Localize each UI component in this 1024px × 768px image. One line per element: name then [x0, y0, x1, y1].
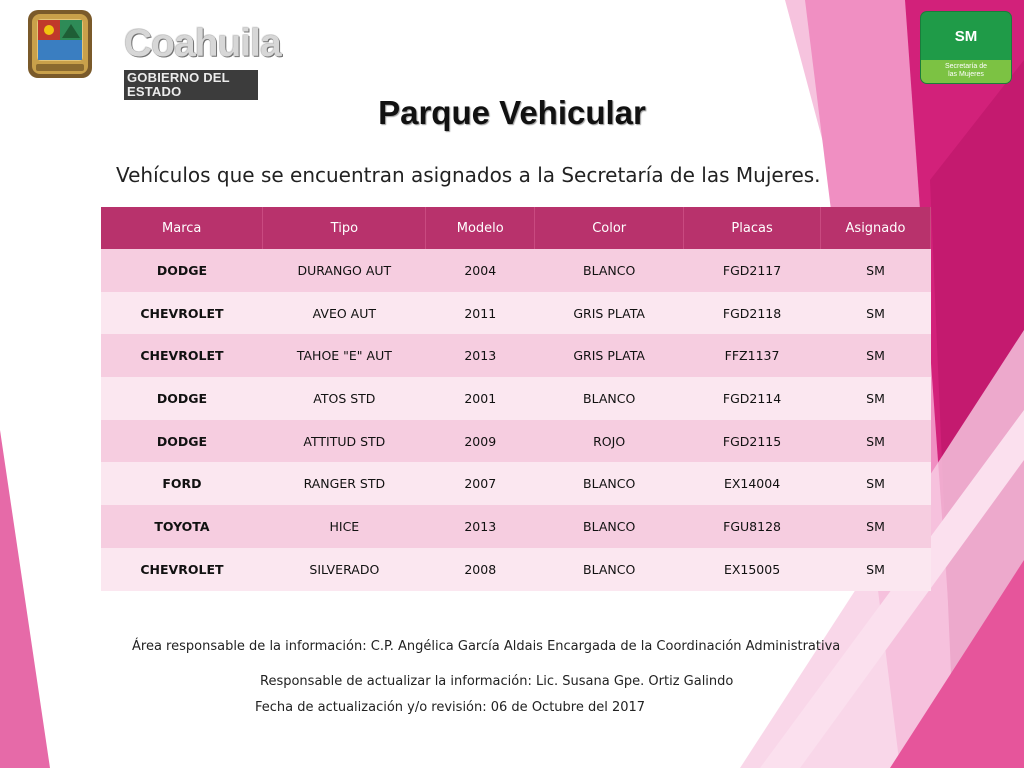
cell-color: BLANCO	[535, 377, 684, 420]
table-row	[101, 548, 931, 591]
cell-placas: FGD2114	[684, 377, 821, 420]
table-row	[101, 462, 931, 505]
cell-color: BLANCO	[535, 505, 684, 548]
logo-title: Coahuila	[124, 22, 281, 65]
table-row	[101, 334, 931, 377]
cell-modelo: 2013	[426, 505, 535, 548]
logo-subtitle: GOBIERNO DEL ESTADO	[124, 70, 258, 100]
table-row	[101, 292, 931, 335]
cell-placas: FGD2115	[684, 420, 821, 463]
cell-modelo: 2009	[426, 420, 535, 463]
cell-color: BLANCO	[535, 249, 684, 292]
column-header-modelo: Modelo	[426, 207, 535, 249]
cell-marca: TOYOTA	[101, 505, 263, 548]
table-row	[101, 420, 931, 463]
cell-color: ROJO	[535, 420, 684, 463]
footer-update-date: Fecha de actualización y/o revisión: 06 de Octubre del 2017	[255, 700, 646, 715]
cell-asignado: SM	[821, 377, 931, 420]
cell-tipo: SILVERADO	[263, 548, 426, 591]
sm-subtitle	[921, 63, 1011, 79]
cell-modelo: 2004	[426, 249, 535, 292]
footer-update-responsible: Responsable de actualizar la información: Lic. Susana Gpe. Ortiz Galindo	[260, 674, 734, 689]
cell-tipo: ATTITUD STD	[263, 420, 426, 463]
cell-marca: CHEVROLET	[101, 292, 263, 335]
vehicles-table	[101, 207, 931, 591]
cell-modelo: 2001	[426, 377, 535, 420]
cell-modelo: 2008	[426, 548, 535, 591]
cell-placas: FFZ1137	[684, 334, 821, 377]
cell-modelo: 2013	[426, 334, 535, 377]
coat-of-arms-icon	[26, 6, 96, 82]
page-title: Parque Vehicular	[378, 94, 646, 131]
cell-asignado: SM	[821, 505, 931, 548]
column-header-placas: Placas	[684, 207, 821, 249]
cell-tipo: HICE	[263, 505, 426, 548]
column-header-tipo: Tipo	[263, 207, 426, 249]
column-header-asignado: Asignado	[821, 207, 931, 249]
cell-marca: CHEVROLET	[101, 548, 263, 591]
cell-marca: DODGE	[101, 420, 263, 463]
sm-band	[921, 60, 1011, 83]
header-row	[101, 207, 931, 249]
cell-marca: DODGE	[101, 377, 263, 420]
cell-tipo: TAHOE "E" AUT	[263, 334, 426, 377]
table-row	[101, 249, 931, 292]
cell-asignado: SM	[821, 292, 931, 335]
cell-color: GRIS PLATA	[535, 292, 684, 335]
cell-marca: DODGE	[101, 249, 263, 292]
footer-responsible-area: Área responsable de la información: C.P. Angélica García Aldais Encargada de la Coordinación Administrativa	[132, 639, 841, 654]
cell-marca: FORD	[101, 462, 263, 505]
sm-abbreviation: SM	[954, 28, 978, 45]
cell-color: BLANCO	[535, 462, 684, 505]
cell-placas: FGD2117	[684, 249, 821, 292]
cell-tipo: RANGER STD	[263, 462, 426, 505]
cell-asignado: SM	[821, 249, 931, 292]
cell-placas: EX14004	[684, 462, 821, 505]
cell-asignado: SM	[821, 334, 931, 377]
cell-color: BLANCO	[535, 548, 684, 591]
cell-placas: FGD2118	[684, 292, 821, 335]
page-subtitle: Vehículos que se encuentran asignados a la Secretaría de las Mujeres.	[116, 163, 821, 187]
column-header-marca: Marca	[101, 207, 263, 249]
cell-tipo: AVEO AUT	[263, 292, 426, 335]
sm-subtitle-line-2: las Mujeres	[948, 71, 984, 78]
column-header-color: Color	[535, 207, 684, 249]
cell-modelo: 2011	[426, 292, 535, 335]
cell-placas: EX15005	[684, 548, 821, 591]
cell-asignado: SM	[821, 462, 931, 505]
left-ribbon	[0, 430, 50, 768]
cell-asignado: SM	[821, 420, 931, 463]
coahuila-logo	[26, 6, 281, 99]
table-row	[101, 505, 931, 548]
cell-color: GRIS PLATA	[535, 334, 684, 377]
sm-subtitle-line-1: Secretaría de	[944, 63, 988, 70]
table-header	[101, 207, 931, 249]
cell-asignado: SM	[821, 548, 931, 591]
cell-marca: CHEVROLET	[101, 334, 263, 377]
cell-tipo: ATOS STD	[263, 377, 426, 420]
cell-modelo: 2007	[426, 462, 535, 505]
table-row	[101, 377, 931, 420]
table-body	[101, 249, 931, 591]
sm-logo-badge	[921, 12, 1011, 83]
cell-tipo: DURANGO AUT	[263, 249, 426, 292]
cell-placas: FGU8128	[684, 505, 821, 548]
